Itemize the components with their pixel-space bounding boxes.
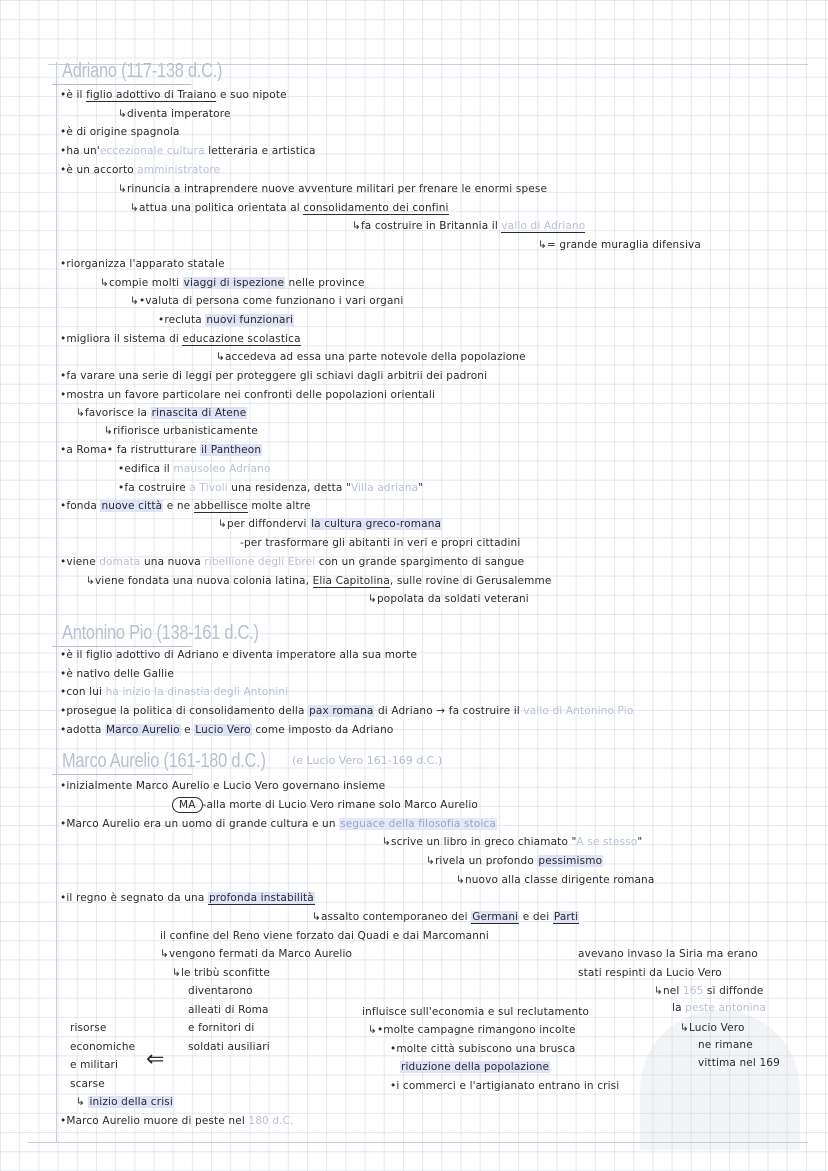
note-line: •molte città subiscono una brusca <box>390 1043 576 1055</box>
note-line: riduzione della popolazione <box>401 1061 550 1073</box>
note-line: ↳rifiorisce urbanisticamente <box>104 425 258 437</box>
note-line: ↳assalto contemporaneo dei Germani e dei Parti <box>312 911 579 923</box>
note-line: ↳popolata da soldati veterani <box>368 593 529 605</box>
note-line: alleati di Roma <box>188 1004 269 1016</box>
note-line: •Marco Aurelio era un uomo di grande cultura e un seguace della filosofia stoica <box>60 818 497 830</box>
note-line: •fa costruire a Tivoli una residenza, detta "Villa adriana" <box>118 482 424 494</box>
note-line: ↳vengono fermati da Marco Aurelio <box>160 948 353 960</box>
note-line: •fa varare una serie di leggi per proteggere gli schiavi dagli arbitrii dei padroni <box>60 370 488 382</box>
note-line: •riorganizza l'apparato statale <box>60 258 225 270</box>
note-line: ↳viene fondata una nuova colonia latina, Elia Capitolina, sulle rovine di Gerusalemme <box>86 575 552 587</box>
subtitle-lucio-vero: (e Lucio Vero 161-169 d.C.) <box>292 754 443 767</box>
note-line: •Marco Aurelio muore di peste nel 180 d.C. <box>60 1115 294 1127</box>
note-line: ↳le tribù sconfitte <box>172 967 271 979</box>
margin-line <box>56 62 57 1142</box>
heading-antonino-pio: Antonino Pio (138-161 d.C.) <box>62 622 259 645</box>
note-line: ↳ inizio della crisi <box>76 1096 173 1108</box>
note-line: ↳compie molti viaggi di ispezione nelle province <box>100 277 365 289</box>
note-line: ↳favorisce la rinascita di Atene <box>76 407 247 419</box>
note-line: •adotta Marco Aurelio e Lucio Vero come imposto da Adriano <box>60 724 394 736</box>
note-line: vittima nel 169 <box>698 1057 780 1069</box>
note-line: •è il figlio adottivo di Adriano e diventa imperatore alla sua morte <box>60 649 418 661</box>
note-line: ↳attua una politica orientata al consolidamento dei confini <box>130 202 449 214</box>
note-line: la peste antonina <box>672 1002 767 1014</box>
note-line: •recluta nuovi funzionari <box>158 314 294 326</box>
note-line: •mostra un favore particolare nei confronti delle popolazioni orientali <box>60 389 436 401</box>
note-line: diventarono <box>188 985 253 997</box>
heading-adriano: Adriano (117-138 d.C.) <box>62 60 222 83</box>
note-line: •a Roma• fa ristrutturare il Pantheon <box>60 444 262 456</box>
note-line: •prosegue la politica di consolidamento della pax romana di Adriano → fa costruire il vallo di Antonino Pio <box>60 705 634 717</box>
note-line: ↳nel 165 si diffonde <box>654 985 764 997</box>
note-line: •è di origine spagnola <box>60 126 180 138</box>
note-line: ↳nuovo alla classe dirigente romana <box>456 874 655 886</box>
note-line: ↳= grande muraglia difensiva <box>538 239 702 251</box>
heading-marco-aurelio: Marco Aurelio (161-180 d.C.) <box>62 750 266 773</box>
double-arrow-icon: ⇐ <box>146 1047 165 1072</box>
note-line: influisce sull'economia e sul reclutamento <box>362 1006 590 1018</box>
note-line: e militari <box>70 1059 119 1071</box>
note-line: •è il figlio adottivo di Traiano e suo nipote <box>60 89 287 101</box>
note-line: •i commerci e l'artigianato entrano in crisi <box>390 1080 620 1092</box>
note-line: il confine del Reno viene forzato dai Quadi e dai Marcomanni <box>160 930 489 942</box>
note-line: •è un accorto amministratore <box>60 164 221 176</box>
note-line: stati respinti da Lucio Vero <box>578 967 722 979</box>
note-line: risorse <box>70 1022 107 1034</box>
note-line: •con lui ha inizio la dinastia degli Antonini <box>60 686 289 698</box>
note-line: e fornitori di <box>188 1022 255 1034</box>
note-line: ↳accedeva ad essa una parte notevole della popolazione <box>216 351 526 363</box>
note-line: •viene domata una nuova ribellione degli Ebrei con un grande spargimento di sangue <box>60 556 525 568</box>
note-line: ↳•valuta di persona come funzionano i vari organi <box>130 295 404 307</box>
note-line: •è nativo delle Gallie <box>60 668 174 680</box>
note-line: MA -alla morte di Lucio Vero rimane solo Marco Aurelio <box>172 797 478 813</box>
note-line: ↳scrive un libro in greco chiamato "A se stesso" <box>382 836 643 848</box>
note-line: ne rimane <box>698 1039 753 1051</box>
note-line: ↳Lucio Vero <box>680 1022 745 1034</box>
note-line: ↳diventa imperatore <box>118 108 231 120</box>
note-line: economiche <box>70 1041 136 1053</box>
note-line: ↳per diffondervi la cultura greco-romana <box>218 518 442 530</box>
note-line: •edifica il mausoleo Adriano <box>118 463 271 475</box>
note-line: ↳•molte campagne rimangono incolte <box>368 1024 576 1036</box>
note-line: ↳rinuncia a intraprendere nuove avventure militari per frenare le enormi spese <box>118 183 548 195</box>
note-line: •migliora il sistema di educazione scolastica <box>60 333 301 345</box>
note-line: ↳fa costruire in Britannia il vallo di Adriano <box>352 220 586 232</box>
note-line: •il regno è segnato da una profonda instabilità <box>60 892 314 904</box>
note-line: •fonda nuove città e ne abbellisce molte altre <box>60 500 311 512</box>
note-line: •ha un'eccezionale cultura letteraria e artistica <box>60 145 316 157</box>
note-line: ↳rivela un profondo pessimismo <box>426 855 603 867</box>
note-line: soldati ausiliari <box>188 1041 270 1053</box>
note-line: •inizialmente Marco Aurelio e Lucio Vero governano insieme <box>60 780 386 792</box>
note-line: avevano invaso la Siria ma erano <box>578 948 758 960</box>
note-line: scarse <box>70 1078 105 1090</box>
ma-circle: MA <box>172 797 203 813</box>
note-line: -per trasformare gli abitanti in veri e propri cittadini <box>240 537 521 549</box>
